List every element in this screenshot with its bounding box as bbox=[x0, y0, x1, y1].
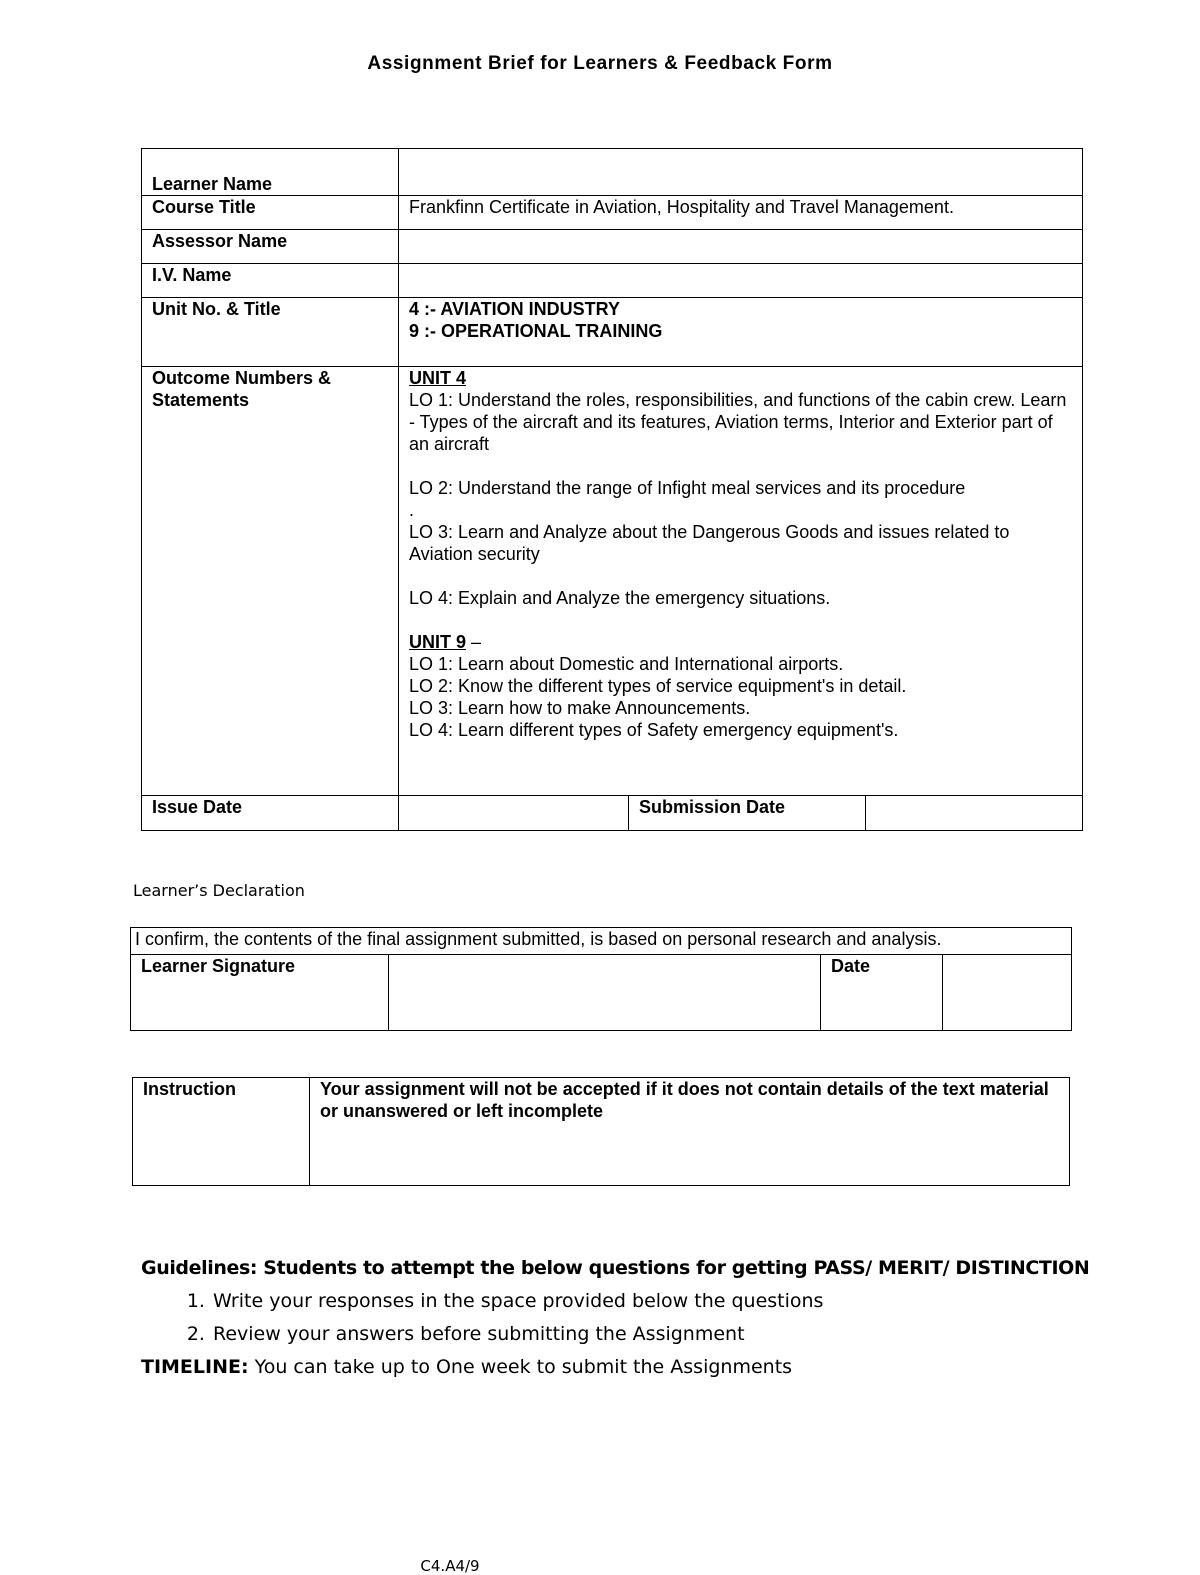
unit9-dash: – bbox=[466, 632, 482, 652]
declaration-date-field[interactable] bbox=[943, 955, 1072, 1031]
iv-name-value[interactable] bbox=[399, 264, 1083, 298]
unit-title-line: 9 :- OPERATIONAL TRAINING bbox=[409, 321, 663, 341]
timeline bbox=[141, 1351, 1141, 1384]
page-footer: C4.A4/9 bbox=[420, 1557, 480, 1575]
lo-item: LO 2: Understand the range of Infight meal services and its procedure bbox=[409, 478, 966, 498]
assignment-details-table bbox=[141, 148, 1083, 831]
instruction-text: Your assignment will not be accepted if it does not contain details of the text material or unanswered or left incomplete bbox=[310, 1078, 1070, 1186]
assessor-name-label: Assessor Name bbox=[142, 230, 399, 264]
course-title-value: Frankfinn Certificate in Aviation, Hospitality and Travel Management. bbox=[399, 196, 1083, 230]
guideline-item: 1. Write your responses in the space provided below the questions bbox=[211, 1285, 1141, 1318]
declaration-table bbox=[130, 927, 1072, 1031]
page-title: Assignment Brief for Learners & Feedback Form bbox=[367, 53, 833, 74]
unit9-heading: UNIT 9 bbox=[409, 632, 467, 652]
unit-label: Unit No. & Title bbox=[142, 298, 399, 367]
lo-item: LO 1: Understand the roles, responsibilities, and functions of the cabin crew. Learn - Types of the aircraft and its features, Aviation terms, Interior and Exterior part of an aircraft bbox=[409, 390, 1067, 454]
declaration-label: Learner’s Declaration bbox=[133, 881, 305, 900]
outcome-label: Outcome Numbers & Statements bbox=[142, 367, 399, 796]
learner-signature-field[interactable] bbox=[389, 955, 821, 1031]
timeline-text: You can take up to One week to submit the Assignments bbox=[248, 1356, 793, 1378]
instruction-label: Instruction bbox=[133, 1078, 310, 1186]
instruction-table bbox=[132, 1077, 1070, 1186]
lo-item: LO 3: Learn how to make Announcements. bbox=[409, 698, 751, 718]
issue-date-value[interactable] bbox=[399, 796, 629, 831]
guideline-item: 2. Review your answers before submitting the Assignment bbox=[211, 1318, 1141, 1351]
unit-titles bbox=[399, 298, 1083, 367]
lo-item: LO 3: Learn and Analyze about the Dangerous Goods and issues related to Aviation security bbox=[409, 522, 1010, 564]
learner-name-value[interactable] bbox=[399, 149, 1083, 196]
guidelines-heading: Guidelines: Students to attempt the below questions for getting PASS/ MERIT/ DISTINCTION bbox=[141, 1257, 1090, 1279]
learner-name-label: Learner Name bbox=[142, 149, 399, 196]
assessor-name-value[interactable] bbox=[399, 230, 1083, 264]
unit9-heading-row bbox=[409, 631, 1072, 653]
issue-date-label: Issue Date bbox=[142, 796, 399, 831]
submission-date-label: Submission Date bbox=[629, 796, 866, 831]
learner-signature-label: Learner Signature bbox=[131, 955, 389, 1031]
lo-item: LO 2: Know the different types of service equipment's in detail. bbox=[409, 676, 907, 696]
lo-item: . bbox=[409, 500, 415, 520]
lo-item: LO 4: Learn different types of Safety emergency equipment's. bbox=[409, 720, 899, 740]
declaration-statement: I confirm, the contents of the final assignment submitted, is based on personal research and analysis. bbox=[131, 928, 1072, 955]
guidelines-section bbox=[141, 1252, 1141, 1384]
outcome-statements bbox=[399, 367, 1083, 796]
timeline-label: TIMELINE: bbox=[141, 1356, 249, 1378]
lo-item: LO 4: Explain and Analyze the emergency situations. bbox=[409, 588, 831, 608]
unit4-heading: UNIT 4 bbox=[409, 368, 467, 388]
unit-title-line: 4 :- AVIATION INDUSTRY bbox=[409, 299, 620, 319]
lo-item: LO 1: Learn about Domestic and International airports. bbox=[409, 654, 844, 674]
submission-date-value[interactable] bbox=[866, 796, 1083, 831]
declaration-date-label: Date bbox=[821, 955, 943, 1031]
course-title-label: Course Title bbox=[142, 196, 399, 230]
guidelines-list bbox=[141, 1285, 1141, 1351]
iv-name-label: I.V. Name bbox=[142, 264, 399, 298]
